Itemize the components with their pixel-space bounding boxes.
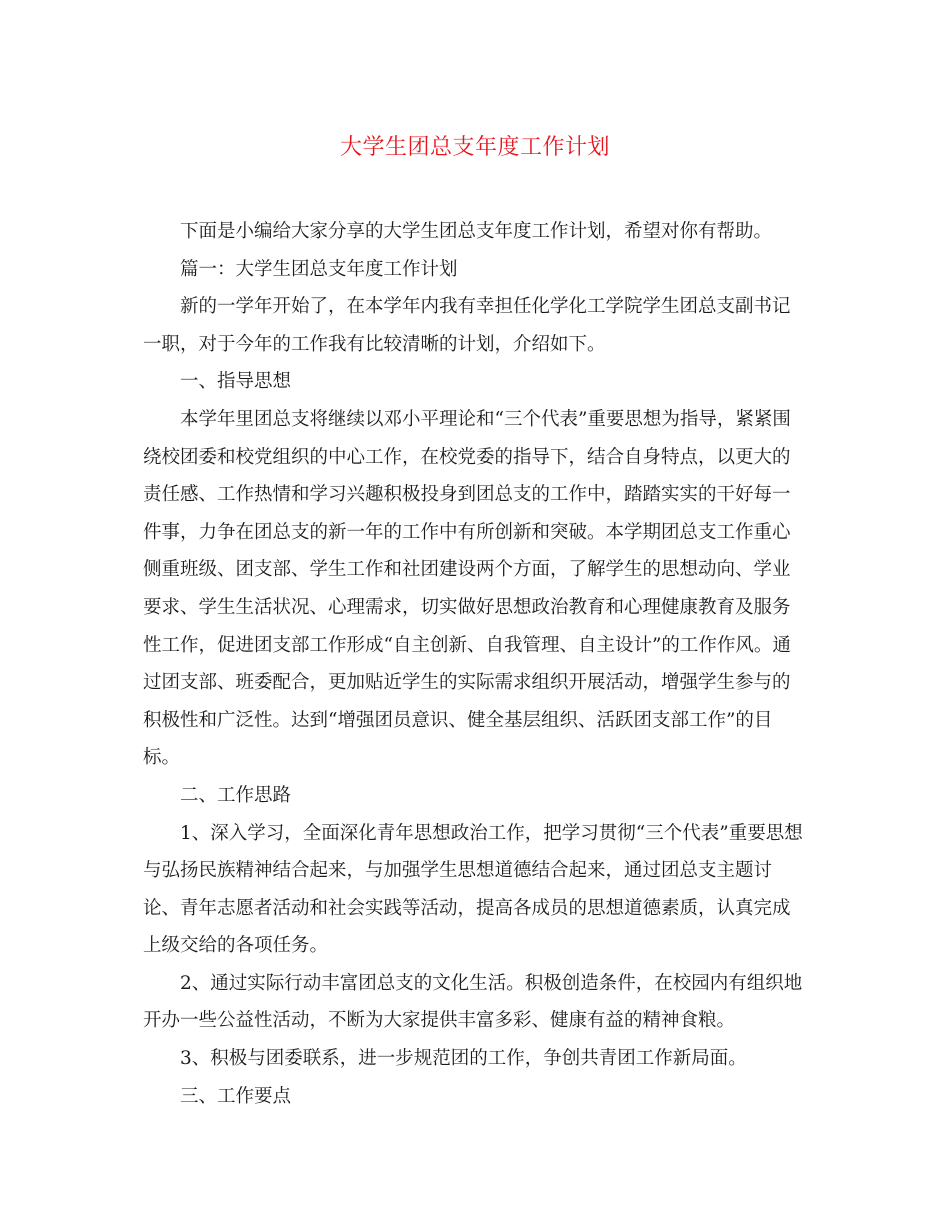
text-line: 积极性和广泛性。达到“增强团员意识、健全基层组织、活跃团支部工作”的目 bbox=[143, 709, 773, 731]
text-line: 件事，力争在团总支的新一年的工作中有所创新和突破。本学期团总支工作重心 bbox=[143, 521, 791, 543]
text-line: 1、深入学习，全面深化青年思想政治工作，把学习贯彻“三个代表”重要思想 bbox=[180, 822, 803, 844]
text-line: 侧重班级、团支部、学生工作和社团建设两个方面，了解学生的思想动向、学业 bbox=[143, 559, 791, 581]
text-line: 过团支部、班委配合，更加贴近学生的实际需求组织开展活动，增强学生参与的 bbox=[143, 672, 791, 694]
text-line: 开办一些公益性活动，不断为大家提供丰富多彩、健康有益的精神食粮。 bbox=[143, 1010, 736, 1032]
text-line: 一职，对于今年的工作我有比较清晰的计划，介绍如下。 bbox=[143, 333, 606, 355]
text-line: 绕校团委和校党组织的中心工作，在校党委的指导下，结合自身特点，以更大的 bbox=[143, 446, 791, 468]
document-body bbox=[143, 213, 808, 1115]
text-line: 一、指导思想 bbox=[180, 371, 292, 393]
text-line: 要求、学生生活状况、心理需求，切实做好思想政治教育和心理健康教育及服务 bbox=[143, 596, 791, 618]
text-line: 与弘扬民族精神结合起来，与加强学生思想道德结合起来，通过团总支主题讨 bbox=[143, 860, 773, 882]
text-line: 下面是小编给大家分享的大学生团总支年度工作计划，希望对你有帮助。 bbox=[180, 221, 773, 242]
text-line: 论、青年志愿者活动和社会实践等活动，提高各成员的思想道德素质，认真完成 bbox=[143, 897, 791, 919]
text-line: 2、通过实际行动丰富团总支的文化生活。积极创造条件，在校园内有组织地 bbox=[180, 972, 803, 994]
text-line: 上级交给的各项任务。 bbox=[143, 935, 329, 957]
text-line: 3、积极与团委联系，进一步规范团的工作，争创共青团工作新局面。 bbox=[180, 1048, 747, 1070]
text-line: 本学年里团总支将继续以邓小平理论和“三个代表”重要思想为指导，紧紧围 bbox=[180, 408, 791, 430]
document-title: 大学生团总支年度工作计划 bbox=[339, 135, 610, 160]
text-line: 三、工作要点 bbox=[180, 1085, 292, 1107]
text-line: 责任感、工作热情和学习兴趣积极投身到团总支的工作中，踏踏实实的干好每一 bbox=[143, 484, 791, 506]
text-line: 性工作，促进团支部工作形成“自主创新、自我管理、自主设计”的工作作风。通 bbox=[143, 634, 791, 656]
text-line: 标。 bbox=[143, 747, 181, 769]
text-line: 新的一学年开始了，在本学年内我有幸担任化学化工学院学生团总支副书记 bbox=[180, 296, 791, 318]
text-line: 篇一：大学生团总支年度工作计划 bbox=[180, 258, 458, 280]
text-line: 二、工作思路 bbox=[180, 784, 292, 806]
